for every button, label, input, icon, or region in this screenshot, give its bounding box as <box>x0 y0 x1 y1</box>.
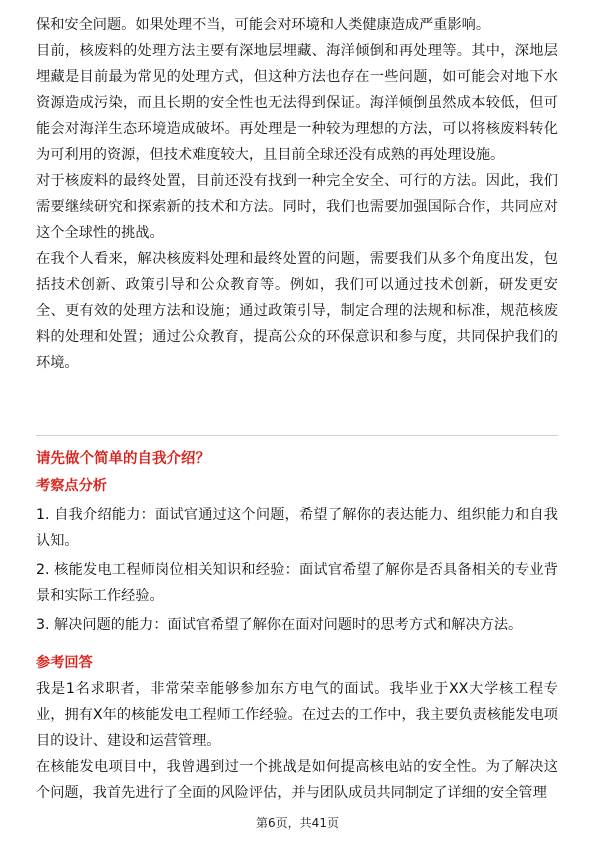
document-body <box>36 12 558 376</box>
paragraph-personal-view: 在我个人看来，解决核废料处理和最终处置的问题，需要我们从多个角度出发，包括技术创新、政策引导和公众教育等。例如，我们可以通过技术创新，研发更安全、更有效的处理方法和设施；通过政策引导，制定合理的法规和标准，规范核废料的处理和处置；通过公众教育，提高公众的环保意识和参与度，共同保护我们的环境。 <box>36 251 558 371</box>
question-section <box>36 442 558 806</box>
page-number: 第6页，共41页 <box>256 816 339 830</box>
analysis-item-3: 3. 解决问题的能力：面试官希望了解你在面对问题时的思考方式和解决方法。 <box>36 617 523 633</box>
section-divider <box>36 435 558 436</box>
analysis-item-2: 2. 核能发电工程师岗位相关知识和经验：面试官希望了解你是否具备相关的专业背景和实际工作经验。 <box>36 562 558 604</box>
analysis-item-1: 1. 自我介绍能力：面试官通过这个问题，希望了解你的表达能力、组织能力和自我认知。 <box>36 507 558 549</box>
answer-paragraph-intro: 我是1名求职者，非常荣幸能够参加东方电气的面试。我毕业于XX大学核工程专业，拥有X年的核能发电工程师工作经验。在过去的工作中，我主要负责核能发电项目的设计、建设和运营管理。 <box>36 681 558 749</box>
paragraph-final-disposal: 对于核废料的最终处置，目前还没有找到一种完全安全、可行的方法。因此，我们需要继续研究和探索新的技术和方法。同时，我们也需要加强国际合作，共同应对这个全球性的挑战。 <box>36 173 558 241</box>
paragraph-disposal-methods: 目前，核废料的处理方法主要有深地层埋藏、海洋倾倒和再处理等。其中，深地层埋藏是目前最为常见的处理方式，但这种方法也存在一些问题，如可能会对地下水资源造成污染，而且长期的安全性也无法得到保证。海洋倾倒虽然成本较低，但可能会对海洋生态环境造成破坏。再处理是一种较为理想的方法，可以将核废料转化为可利用的资源，但技术难度较大，且目前全球还没有成熟的再处理设施。 <box>36 43 558 163</box>
analysis-heading: 考察点分析 <box>36 478 107 494</box>
question-title: 请先做个简单的自我介绍？ <box>36 451 210 467</box>
answer-heading: 参考回答 <box>36 655 93 671</box>
paragraph-continuation: 保和安全问题。如果处理不当，可能会对环境和人类健康造成严重影响。 <box>36 17 491 33</box>
answer-paragraph-challenge: 在核能发电项目中，我曾遇到过一个挑战是如何提高核电站的安全性。为了解决这个问题，我首先进行了全面的风险评估，并与团队成员共同制定了详细的安全管理 <box>36 759 558 801</box>
